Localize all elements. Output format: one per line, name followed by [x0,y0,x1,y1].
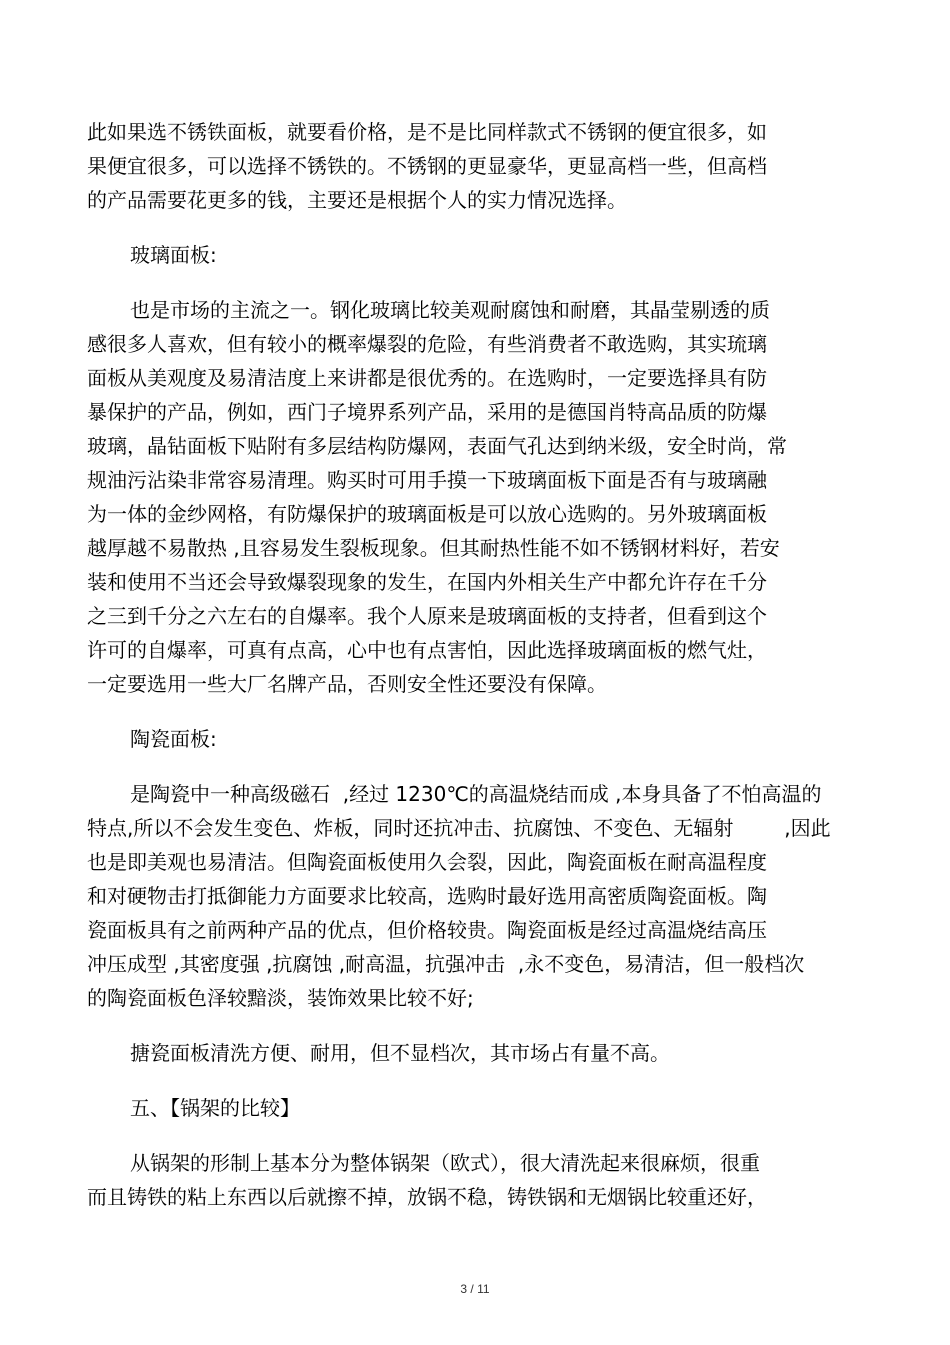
text-line: 规油污沾染非常容易清理。购买时可用手摸一下玻璃面板下面是否有与玻璃融 [87,468,767,492]
text-line: 感很多人喜欢，但有较小的概率爆裂的危险，有些消费者不敢选购，其实琉璃 [87,332,767,356]
text-line: 冲压成型 ,其密度强 ,抗腐蚀 ,耐高温，抗强冲击 ,永不变色，易清洁，但一般档次 [87,952,805,976]
page-number: 3 / 11 [460,1282,490,1296]
text-line: 和对硬物击打抵御能力方面要求比较高，选购时最好选用高密质陶瓷面板。陶 [87,884,767,908]
text-line: 的陶瓷面板色泽较黯淡，装饰效果比较不好; [87,986,474,1010]
text-line: 暴保护的产品，例如，西门子境界系列产品，采用的是德国肖特高品质的防爆 [87,400,767,424]
text-line: 之三到千分之六左右的自爆率。我个人原来是玻璃面板的支持者，但看到这个 [87,604,767,628]
text-line: 从锅架的形制上基本分为整体锅架（欧式），很大清洗起来很麻烦，很重 [130,1151,760,1175]
section-heading-ceramic-panel: 陶瓷面板: [130,727,217,751]
section-heading-pot-rack: 五、【锅架的比较】 [130,1096,300,1120]
text-line: 面板从美观度及易清洁度上来讲都是很优秀的。在选购时，一定要选择具有防 [87,366,767,390]
text-line: 越厚越不易散热 ,且容易发生裂板现象。但其耐热性能不如不锈钢材料好，若安 [87,536,780,560]
text-line: 的产品需要花更多的钱，主要还是根据个人的实力情况选择。 [87,188,627,212]
text-line: 为一体的金纱网格，有防爆保护的玻璃面板是可以放心选购的。另外玻璃面板 [87,502,767,526]
text-line: 也是市场的主流之一。钢化玻璃比较美观耐腐蚀和耐磨，其晶莹剔透的质 [130,298,770,322]
text-line: 许可的自爆率，可真有点高，心中也有点害怕，因此选择玻璃面板的燃气灶， [87,638,767,662]
text-line: 是陶瓷中一种高级磁石 ,经过 1230℃的高温烧结而成 ,本身具备了不怕高温的 [130,782,822,806]
text-line: 一定要选用一些大厂名牌产品，否则安全性还要没有保障。 [87,672,607,696]
text-line: 此如果选不锈铁面板，就要看价格，是不是比同样款式不锈钢的便宜很多，如 [87,120,767,144]
text-line: 特点,所以不会发生变色、炸板，同时还抗冲击、抗腐蚀、不变色、无辐射 ,因此 [87,816,831,840]
text-line: 搪瓷面板清洗方便、耐用，但不显档次，其市场占有量不高。 [130,1041,670,1065]
text-line: 装和使用不当还会导致爆裂现象的发生，在国内外相关生产中都允许存在千分 [87,570,767,594]
text-line: 果便宜很多，可以选择不锈铁的。不锈钢的更显豪华，更显高档一些，但高档 [87,154,767,178]
text-line: 玻璃，晶钻面板下贴附有多层结构防爆网，表面气孔达到纳米级，安全时尚，常 [87,434,787,458]
section-heading-glass-panel: 玻璃面板: [130,243,217,267]
text-line: 而且铸铁的粘上东西以后就擦不掉，放锅不稳，铸铁锅和无烟锅比较重还好， [87,1185,767,1209]
text-line: 也是即美观也易清洁。但陶瓷面板使用久会裂，因此，陶瓷面板在耐高温程度 [87,850,767,874]
text-line: 瓷面板具有之前两种产品的优点，但价格较贵。陶瓷面板是经过高温烧结高压 [87,918,767,942]
